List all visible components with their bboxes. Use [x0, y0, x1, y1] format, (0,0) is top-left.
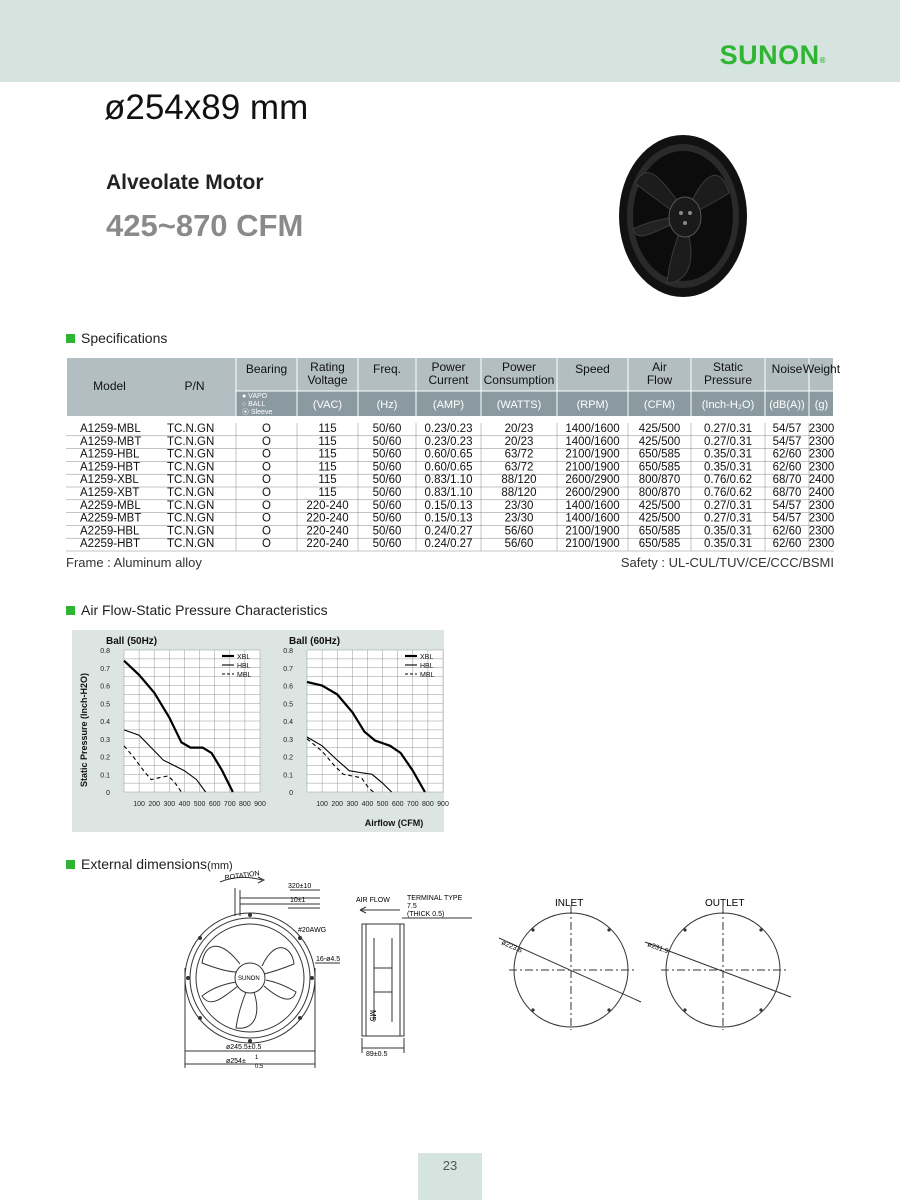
table-cell: 2300 [808, 512, 835, 525]
motor-subtitle: Alveolate Motor [106, 171, 264, 194]
table-cell: 115 [318, 423, 337, 435]
inlet-diameter: ø223.6 [500, 939, 523, 955]
chart-title: Ball (50Hz) [106, 636, 158, 647]
airflow-label: AIR FLOW [356, 897, 390, 904]
table-cell: 0.27/0.31 [704, 423, 752, 435]
column-unit: (CFM) [643, 399, 676, 411]
table-cell: O [262, 448, 271, 461]
side-view-drawing [352, 888, 482, 1058]
y-tick-label: 0.2 [100, 754, 110, 762]
y-tick-label: 0.8 [283, 648, 293, 655]
y-axis-label: Static Pressure (Inch-H2O) [79, 672, 89, 788]
table-cell: 1400/1600 [565, 423, 620, 435]
legend-label: MBL [237, 672, 252, 679]
y-tick-label: 0.6 [100, 683, 110, 691]
cfm-range: 425~870 CFM [106, 208, 304, 243]
table-cell: O [262, 461, 271, 474]
table-cell: 56/60 [504, 525, 534, 538]
outlet-label: OUTLET [705, 898, 745, 909]
table-cell: A2259-MBL [80, 499, 141, 512]
table-cell: 425/500 [638, 499, 681, 512]
mount-holes-label: 16-ø4.5 [316, 956, 341, 963]
airflow-pressure-charts [72, 630, 449, 832]
table-cell: 54/57 [772, 423, 802, 435]
table-cell: 23/30 [504, 512, 534, 525]
table-cell: O [262, 538, 271, 551]
table-cell: 50/60 [372, 474, 402, 487]
airflow-heading [66, 602, 328, 618]
specifications-table [66, 357, 841, 551]
table-cell: TC.N.GN [167, 512, 215, 525]
table-cell: 650/585 [638, 538, 681, 551]
table-cell: 1400/1600 [565, 499, 620, 512]
hub-label: SUNON [238, 976, 260, 982]
table-cell: TC.N.GN [167, 423, 215, 435]
outlet-diameter: ø231.9 [646, 941, 670, 956]
table-cell: O [262, 512, 271, 525]
table-cell: 425/500 [638, 512, 681, 525]
tolerance-minus: 0.5 [255, 1064, 264, 1070]
y-tick-label: 0.3 [100, 736, 110, 744]
y-tick-label: 0 [106, 790, 110, 797]
table-cell: O [262, 525, 271, 538]
table-cell: O [262, 487, 271, 499]
table-cell: 800/870 [638, 474, 681, 487]
table-cell: 0.15/0.13 [424, 499, 473, 512]
column-unit: (Hz) [376, 399, 398, 411]
dimensions-heading-text: External dimensions [81, 856, 208, 872]
table-cell: 0.35/0.31 [704, 461, 752, 474]
table-cell: 1400/1600 [565, 435, 620, 448]
x-tick-label: 500 [376, 801, 389, 808]
y-tick-label: 0.7 [283, 665, 293, 673]
table-cell: 0.23/0.23 [424, 435, 473, 448]
table-cell: TC.N.GN [167, 461, 215, 474]
table-cell: 0.35/0.31 [704, 538, 752, 551]
table-cell: 62/60 [772, 538, 802, 551]
table-cell: 2300 [808, 448, 835, 461]
sunon-logo [720, 40, 826, 71]
column-header: Freq. [372, 362, 402, 376]
y-tick-label: 0.6 [283, 683, 293, 691]
y-tick-label: 0.8 [100, 648, 110, 655]
x-tick-label: 200 [148, 801, 161, 808]
table-cell: 220-240 [306, 499, 349, 512]
table-cell: TC.N.GN [167, 538, 215, 551]
diameter-outer-label: ø254± [226, 1058, 246, 1065]
table-cell: 2100/1900 [565, 525, 620, 538]
table-cell: 63/72 [504, 448, 534, 461]
table-cell: 0.76/0.62 [704, 487, 752, 499]
table-cell: 68/70 [772, 474, 802, 487]
column-header: Bearing [245, 362, 288, 376]
table-cell: A1259-HBL [80, 448, 140, 461]
legend-label: XBL [237, 654, 251, 661]
table-cell: 62/60 [772, 461, 802, 474]
table-cell: 20/23 [504, 435, 534, 448]
table-cell: A2259-HBL [80, 525, 140, 538]
tolerance-plus: 1 [255, 1055, 259, 1061]
table-cell: TC.N.GN [167, 525, 215, 538]
table-cell: A1259-XBT [80, 487, 140, 499]
table-cell: O [262, 423, 271, 435]
x-tick-label: 100 [133, 801, 145, 808]
column-header: Power Consumption [483, 360, 555, 387]
y-tick-label: 0.5 [100, 701, 110, 709]
table-cell: 0.83/1.10 [424, 474, 473, 487]
table-cell: 115 [318, 448, 337, 461]
inlet-outlet-drawing [495, 892, 795, 1032]
table-cell: 88/120 [501, 474, 537, 487]
table-cell: A1259-MBT [80, 435, 142, 448]
table-cell: 0.76/0.62 [704, 474, 752, 487]
column-header: Air Flow [646, 360, 673, 387]
x-tick-label: 300 [346, 801, 359, 808]
table-cell: 115 [318, 461, 337, 474]
table-cell: 220-240 [306, 512, 349, 525]
table-cell: A2259-HBT [80, 538, 141, 551]
table-cell: 0.60/0.65 [424, 448, 473, 461]
table-cell: 0.35/0.31 [704, 448, 752, 461]
table-cell: 2300 [808, 538, 835, 551]
x-tick-label: 900 [437, 801, 449, 808]
y-tick-label: 0.2 [283, 754, 293, 762]
depth-label: 89±0.5 [366, 1051, 388, 1058]
thread-label: M5 [368, 1010, 377, 1022]
table-cell: 50/60 [372, 461, 402, 474]
table-cell: O [262, 435, 271, 448]
column-header: Power Current [428, 360, 469, 387]
table-cell: 2100/1900 [565, 461, 620, 474]
y-tick-label: 0.5 [283, 701, 293, 709]
column-unit: (dB(A)) [769, 399, 805, 411]
table-cell: 54/57 [772, 499, 802, 512]
table-cell: 68/70 [772, 487, 802, 499]
table-cell: 50/60 [372, 525, 402, 538]
column-unit: (VAC) [312, 399, 343, 411]
table-cell: 2100/1900 [565, 448, 620, 461]
table-cell: 0.27/0.31 [704, 435, 752, 448]
column-header: Model [93, 379, 126, 393]
x-tick-label: 700 [406, 801, 419, 808]
terminal-thickness: (THICK 0.5) [407, 911, 445, 918]
x-tick-label: 600 [391, 801, 404, 808]
x-tick-label: 600 [208, 801, 221, 808]
table-cell: 1400/1600 [565, 512, 620, 525]
legend-label: HBL [420, 663, 434, 670]
column-unit: (g) [814, 399, 829, 411]
page-number: 23 [418, 1153, 482, 1200]
column-header: Noise [771, 362, 803, 376]
table-cell: 56/60 [504, 538, 534, 551]
table-cell: TC.N.GN [167, 435, 215, 448]
registered-mark: ® [819, 56, 826, 65]
table-cell: A2259-MBT [80, 512, 142, 525]
table-cell: A1259-HBT [80, 461, 141, 474]
x-tick-label: 700 [223, 801, 236, 808]
table-cell: 2300 [808, 499, 835, 512]
table-cell: 0.35/0.31 [704, 525, 752, 538]
column-header: Speed [575, 362, 610, 376]
front-view-drawing [180, 868, 350, 1078]
table-cell: 800/870 [638, 487, 681, 499]
x-tick-label: 100 [316, 801, 328, 808]
x-tick-label: 500 [193, 801, 206, 808]
table-cell: 220-240 [306, 538, 349, 551]
table-cell: 50/60 [372, 448, 402, 461]
table-cell: 2300 [808, 435, 835, 448]
table-cell: 425/500 [638, 435, 681, 448]
table-cell: 115 [318, 487, 337, 499]
table-cell: 2600/2900 [565, 474, 620, 487]
column-header: Rating Voltage [307, 360, 348, 387]
table-cell: 63/72 [504, 461, 534, 474]
table-cell: 0.23/0.23 [424, 423, 473, 435]
column-unit: (WATTS) [496, 399, 542, 411]
y-tick-label: 0.1 [100, 772, 110, 780]
table-cell: A1259-MBL [80, 423, 141, 435]
table-cell: 50/60 [372, 423, 402, 435]
table-cell: 2400 [808, 487, 835, 499]
column-header: P/N [184, 379, 205, 393]
table-cell: 88/120 [501, 487, 537, 499]
column-unit: (AMP) [432, 399, 465, 411]
table-cell: 0.27/0.31 [704, 512, 752, 525]
green-square-icon [66, 606, 75, 615]
table-cell: 220-240 [306, 525, 349, 538]
column-unit: (Inch-H₂O) [701, 399, 755, 411]
x-tick-label: 300 [163, 801, 176, 808]
legend-label: MBL [420, 672, 435, 679]
table-cell: 50/60 [372, 538, 402, 551]
x-tick-label: 800 [422, 801, 434, 808]
table-cell: 0.60/0.65 [424, 461, 473, 474]
y-tick-label: 0.4 [100, 719, 110, 726]
airflow-heading-text: Air Flow-Static Pressure Characteristics [81, 602, 328, 618]
table-cell: A1259-XBL [80, 474, 139, 487]
table-cell: 0.24/0.27 [424, 538, 473, 551]
table-cell: TC.N.GN [167, 499, 215, 512]
bearing-legend-item: ● VAPO [242, 393, 268, 400]
green-square-icon [66, 860, 75, 869]
diameter-inner-label: ø245.5±0.5 [226, 1044, 262, 1051]
table-cell: 2300 [808, 423, 835, 435]
table-cell: 650/585 [638, 448, 681, 461]
table-cell: 20/23 [504, 423, 534, 435]
page-title: ø254x89 mm [104, 88, 309, 127]
safety-note: Safety : UL-CUL/TUV/CE/CCC/BSMI [620, 555, 834, 570]
table-cell: 2400 [808, 474, 835, 487]
table-cell: TC.N.GN [167, 487, 215, 499]
logo-text: SUNON [719, 40, 820, 70]
x-tick-label: 900 [254, 801, 266, 808]
chart-title: Ball (60Hz) [289, 636, 341, 647]
table-cell: TC.N.GN [167, 474, 215, 487]
x-tick-label: 400 [361, 801, 374, 808]
x-tick-label: 400 [178, 801, 191, 808]
table-cell: 23/30 [504, 499, 534, 512]
chart-1 [283, 636, 449, 808]
table-cell: TC.N.GN [167, 448, 215, 461]
table-cell: 425/500 [638, 423, 681, 435]
x-tick-label: 200 [331, 801, 344, 808]
table-cell: 54/57 [772, 435, 802, 448]
legend-label: HBL [237, 663, 251, 670]
rotation-label: ROTATION [224, 870, 261, 882]
column-header: Weight [802, 362, 841, 376]
table-cell: 650/585 [638, 525, 681, 538]
legend-label: XBL [420, 654, 434, 661]
specifications-heading [66, 330, 167, 346]
frame-note: Frame : Aluminum alloy [66, 555, 202, 570]
table-cell: 0.27/0.31 [704, 499, 752, 512]
strip-length-label: 10±1 [290, 897, 306, 904]
terminal-type-label: TERMINAL TYPE [407, 895, 463, 902]
y-tick-label: 0.1 [283, 772, 293, 780]
terminal-width: 7.5 [407, 903, 417, 910]
dimensions-unit: (mm) [207, 860, 233, 872]
table-cell: 2300 [808, 461, 835, 474]
y-tick-label: 0.7 [100, 665, 110, 673]
x-tick-label: 800 [239, 801, 251, 808]
table-cell: 115 [318, 435, 337, 448]
y-tick-label: 0.4 [283, 719, 293, 726]
table-cell: 50/60 [372, 512, 402, 525]
table-cell: 50/60 [372, 499, 402, 512]
fan-product-image [617, 133, 749, 299]
table-cell: 2300 [808, 525, 835, 538]
lead-length-label: 320±10 [288, 883, 312, 890]
table-cell: O [262, 499, 271, 512]
table-cell: O [262, 474, 271, 487]
table-cell: 2600/2900 [565, 487, 620, 499]
table-cell: 50/60 [372, 435, 402, 448]
table-cell: 2100/1900 [565, 538, 620, 551]
bearing-legend-item: ○ BALL [242, 401, 266, 408]
table-cell: 0.83/1.10 [424, 487, 473, 499]
specifications-heading-text: Specifications [81, 330, 168, 346]
bearing-legend-item: ⦿ Sleeve [242, 409, 273, 416]
green-square-icon [66, 334, 75, 343]
table-cell: 54/57 [772, 512, 802, 525]
table-cell: 0.15/0.13 [424, 512, 473, 525]
y-tick-label: 0.3 [283, 736, 293, 744]
table-cell: 0.24/0.27 [424, 525, 473, 538]
y-tick-label: 0 [289, 790, 293, 797]
table-cell: 115 [318, 474, 337, 487]
table-cell: 650/585 [638, 461, 681, 474]
table-cell: 50/60 [372, 487, 402, 499]
table-cell: 62/60 [772, 448, 802, 461]
column-header: Static Pressure [703, 360, 753, 387]
inlet-label: INLET [555, 898, 584, 909]
x-axis-label: Airflow (CFM) [364, 818, 424, 828]
wire-gauge-label: #20AWG [298, 927, 327, 934]
chart-0 [100, 636, 266, 808]
column-unit: (RPM) [576, 399, 609, 411]
table-cell: 62/60 [772, 525, 802, 538]
